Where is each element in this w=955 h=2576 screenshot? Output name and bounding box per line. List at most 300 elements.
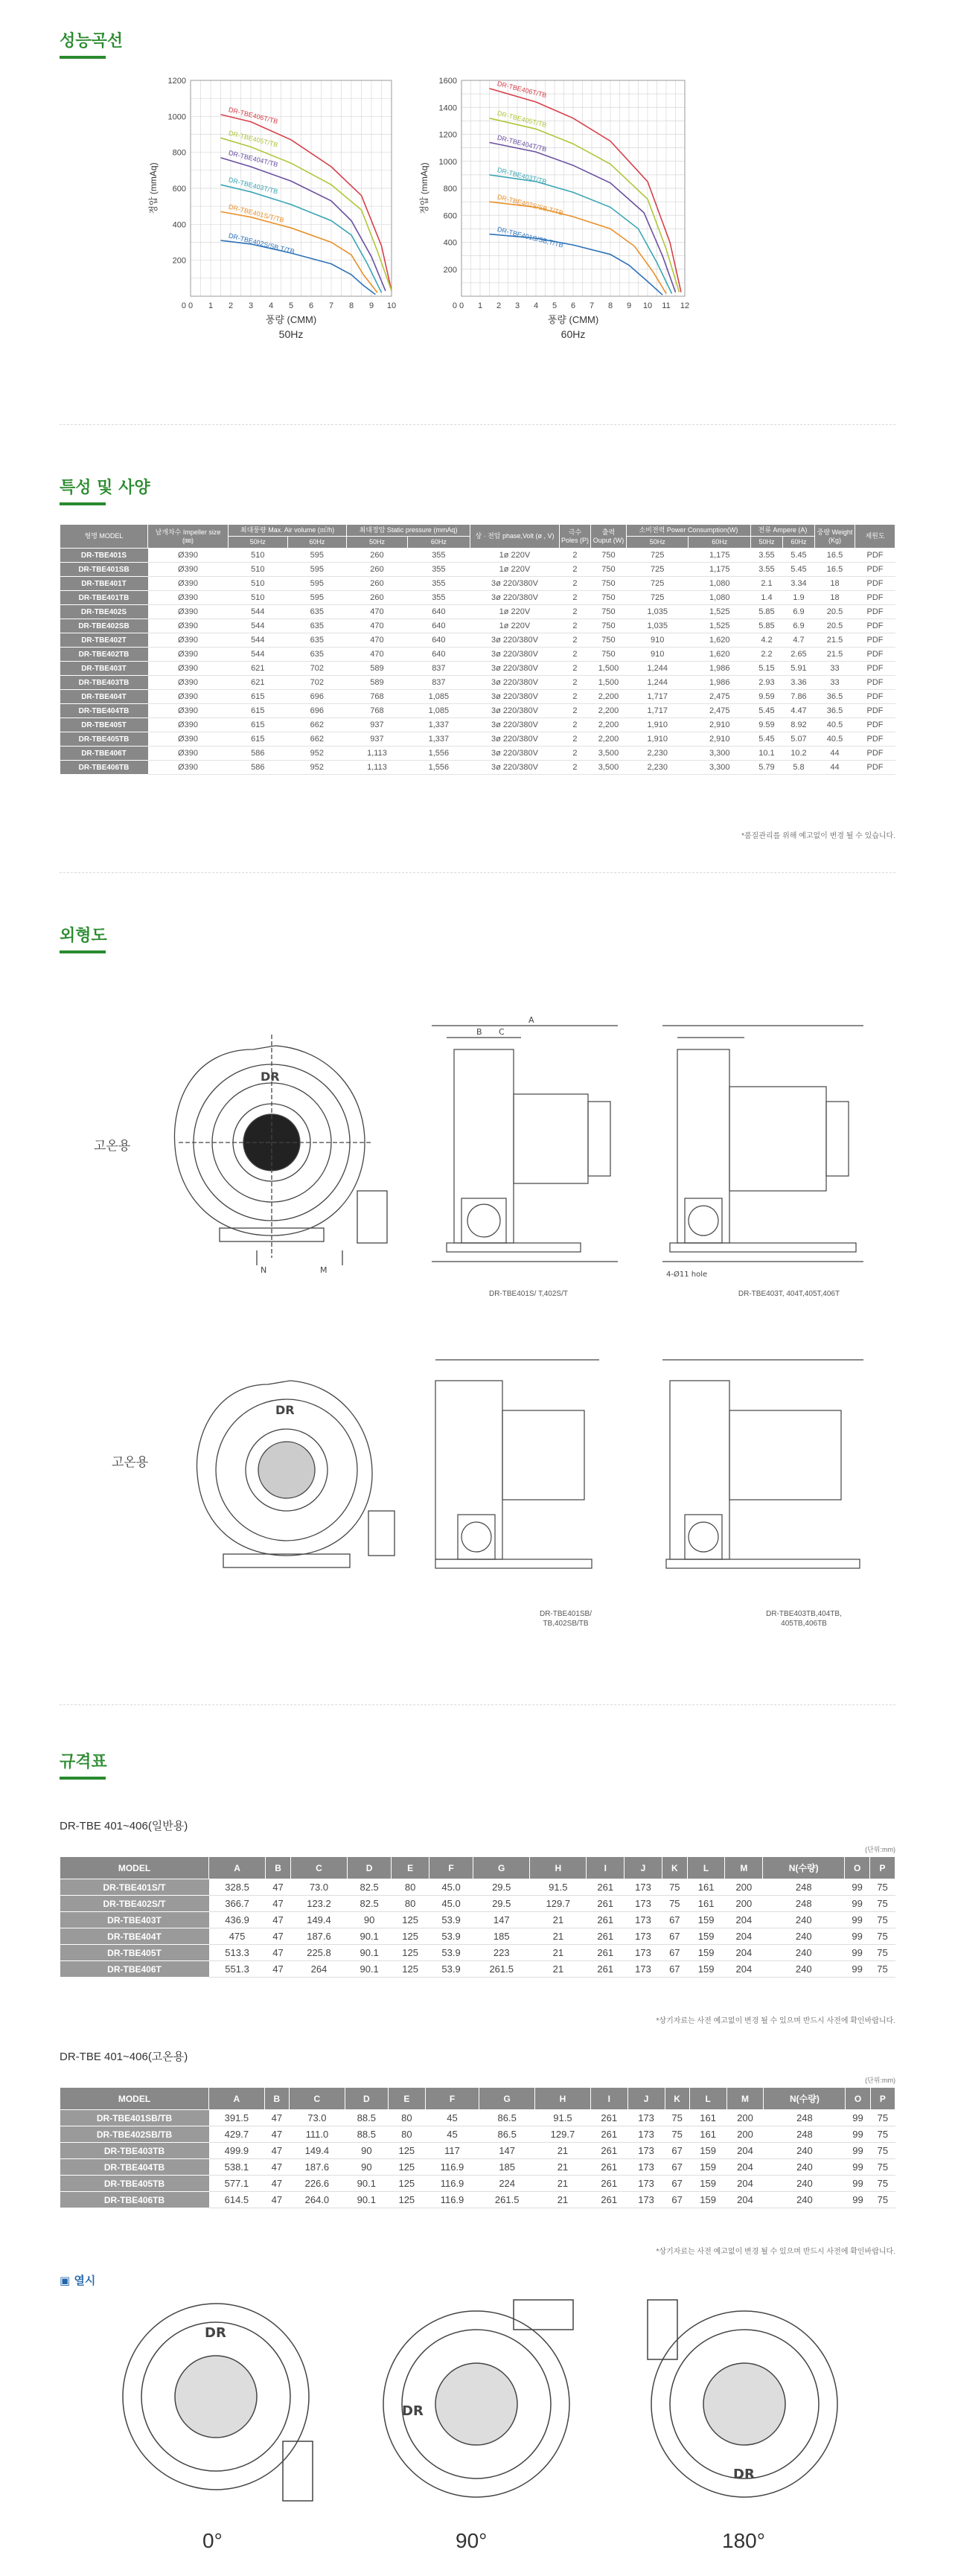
table-cell: 355: [407, 591, 470, 605]
table-cell: 99: [846, 2126, 870, 2143]
table-cell: 1ø 220V: [470, 563, 559, 577]
table-cell: 391.5: [209, 2110, 265, 2126]
model-cell: DR-TBE404T: [60, 1928, 209, 1945]
table-cell: 204: [726, 2192, 764, 2208]
table-cell: 261: [590, 2143, 627, 2159]
column-header: D: [348, 1857, 392, 1879]
table-cell: 2: [559, 704, 590, 718]
series-label: DR-TBE406T/TB: [228, 106, 279, 126]
table-cell: 40.5: [815, 718, 855, 732]
table-cell: 366.7: [209, 1896, 266, 1912]
pdf-link[interactable]: PDF: [855, 577, 895, 591]
table-row: [60, 2176, 895, 2192]
th-50hz: 50Hz: [750, 537, 782, 549]
table-cell: 1,175: [689, 563, 751, 577]
table-cell: 640: [407, 648, 470, 662]
table-cell: 1,080: [689, 577, 751, 591]
install-90-drawing: [357, 2292, 595, 2508]
pdf-link[interactable]: PDF: [855, 662, 895, 676]
table-cell: 615: [229, 704, 288, 718]
column-header: E: [392, 1857, 429, 1879]
x-tick-label: 6: [308, 301, 314, 310]
x-tick-label: 0: [188, 301, 194, 310]
table-cell: 125: [388, 2176, 425, 2192]
table-cell: 204: [725, 1945, 763, 1961]
x-tick-label: 4: [268, 301, 274, 310]
table-cell: 91.5: [530, 1879, 587, 1896]
table-cell: 16.5: [815, 563, 855, 577]
table-cell: 635: [287, 619, 347, 633]
table-cell: 3ø 220/380V: [470, 577, 559, 591]
table-cell: 47: [266, 1912, 291, 1928]
table-cell: 116.9: [425, 2176, 479, 2192]
chart-title: 60Hz: [560, 328, 586, 340]
table-cell: 159: [689, 2192, 726, 2208]
table-cell: 837: [407, 662, 470, 676]
th-impeller: 날개차수 Impeller size (㎜): [148, 525, 229, 549]
table-cell: 725: [626, 591, 689, 605]
model-cell: DR-TBE401TB: [60, 591, 148, 605]
table-cell: 261: [587, 1912, 625, 1928]
table-cell: 44: [815, 747, 855, 761]
label-high: 고온용: [112, 1455, 149, 1470]
series-label: DR-TBE405T/TB: [496, 109, 548, 130]
table-cell: Ø390: [148, 577, 229, 591]
table-row: [60, 2126, 895, 2143]
x-tick-label: 6: [570, 301, 576, 310]
table-cell: 1,525: [689, 619, 751, 633]
th-static: 최대정압 Static pressure (mmAq): [347, 525, 470, 537]
side-view-drawing-4: [655, 1351, 878, 1604]
table-cell: 696: [287, 704, 347, 718]
x-tick-label: 4: [533, 301, 539, 310]
column-header: I: [590, 2088, 627, 2110]
y-tick-label: 400: [172, 220, 186, 230]
table-cell: 750: [590, 563, 626, 577]
table-cell: 2: [559, 549, 590, 563]
table-cell: 40.5: [815, 732, 855, 747]
table-cell: 750: [590, 577, 626, 591]
table-cell: 67: [665, 2192, 689, 2208]
table-cell: 99: [845, 1896, 870, 1912]
table-cell: 6.9: [782, 619, 814, 633]
table-cell: 544: [229, 648, 288, 662]
table-cell: 33: [815, 662, 855, 676]
table-cell: 621: [229, 676, 288, 690]
table-cell: 635: [287, 605, 347, 619]
front-view-drawing-1: [149, 1020, 395, 1280]
series-label: DR-TBE403T/TB: [496, 166, 548, 186]
table-row: [60, 1879, 895, 1896]
table-cell: 116.9: [425, 2159, 479, 2176]
table-cell: 67: [665, 2143, 689, 2159]
table-cell: 47: [266, 1961, 291, 1978]
table-cell: 5.45: [782, 563, 814, 577]
x-tick-label: 8: [348, 301, 354, 310]
spec-note: *품질관리를 위해 예고없이 변경 될 수 있습니다.: [741, 832, 895, 840]
install-180-drawing: [625, 2292, 863, 2508]
table-cell: 662: [287, 732, 347, 747]
table-cell: 21: [530, 1961, 587, 1978]
table-cell: Ø390: [148, 648, 229, 662]
table-row: [60, 732, 895, 747]
table-cell: 1.9: [782, 591, 814, 605]
table-row: [60, 2159, 895, 2176]
table-cell: 1,337: [407, 732, 470, 747]
table-cell: 75: [870, 1961, 895, 1978]
table-cell: 47: [264, 2143, 289, 2159]
table-row: [60, 1928, 895, 1945]
pdf-link[interactable]: PDF: [855, 718, 895, 732]
y-tick-label: 1600: [438, 77, 457, 86]
table-cell: 702: [287, 676, 347, 690]
install-angle-180: 180°: [722, 2529, 765, 2552]
table-cell: 45: [425, 2110, 479, 2126]
table-cell: 91.5: [535, 2110, 591, 2126]
table-cell: 615: [229, 732, 288, 747]
dim-letter-c: C: [499, 1027, 505, 1037]
table-cell: 185: [479, 2159, 535, 2176]
x-tick-label: 0: [459, 301, 464, 310]
table-cell: 16.5: [815, 549, 855, 563]
table-cell: 99: [846, 2159, 870, 2176]
table-cell: 1,717: [626, 690, 689, 704]
table-cell: 3ø 220/380V: [470, 732, 559, 747]
chart-title: 50Hz: [278, 328, 304, 340]
table-cell: 204: [726, 2143, 764, 2159]
table-cell: 355: [407, 563, 470, 577]
table-cell: 248: [764, 2126, 846, 2143]
table-cell: 952: [287, 761, 347, 775]
table-cell: 9.59: [750, 718, 782, 732]
table-cell: 36.5: [815, 704, 855, 718]
model-cell: DR-TBE406T: [60, 747, 148, 761]
series-label: DR-TBE402S/SB,T/TB: [228, 231, 296, 256]
table-cell: 47: [264, 2110, 289, 2126]
x-tick-label: 7: [328, 301, 334, 310]
column-header: H: [535, 2088, 591, 2110]
table-cell: 90: [345, 2159, 388, 2176]
table-cell: 47: [266, 1928, 291, 1945]
section-title-performance: 성능곡선: [60, 28, 123, 59]
column-header: C: [290, 1857, 347, 1879]
table-cell: 240: [764, 2176, 846, 2192]
x-axis-label: 풍량 (CMM): [265, 314, 317, 325]
table-cell: 33: [815, 676, 855, 690]
pdf-link[interactable]: PDF: [855, 619, 895, 633]
table-cell: 614.5: [209, 2192, 265, 2208]
table-cell: 3ø 220/380V: [470, 648, 559, 662]
pdf-link[interactable]: PDF: [855, 676, 895, 690]
brand-mark: DR: [275, 1403, 295, 1417]
table-cell: 3,500: [590, 761, 626, 775]
y-tick-label: 200: [443, 265, 457, 275]
table-cell: 18: [815, 577, 855, 591]
table-cell: 204: [725, 1928, 763, 1945]
table-cell: 8.92: [782, 718, 814, 732]
table-cell: 2,475: [689, 704, 751, 718]
table-cell: 248: [763, 1896, 845, 1912]
x-tick-label: 5: [552, 301, 558, 310]
table-cell: 75: [870, 2192, 895, 2208]
table-row: [60, 704, 895, 718]
chart-50hz: [146, 73, 414, 371]
table-cell: 510: [229, 577, 288, 591]
table-cell: 125: [392, 1928, 429, 1945]
table-cell: 2: [559, 577, 590, 591]
table-cell: 90.1: [348, 1928, 392, 1945]
table-cell: 173: [627, 2126, 665, 2143]
table-cell: Ø390: [148, 591, 229, 605]
table-cell: 173: [625, 1879, 662, 1896]
table-cell: 2,200: [590, 732, 626, 747]
table-cell: 5.91: [782, 662, 814, 676]
table-cell: 261: [590, 2192, 627, 2208]
model-cell: DR-TBE406TB: [60, 761, 148, 775]
x-tick-label: 3: [514, 301, 520, 310]
model-cell: DR-TBE402T: [60, 633, 148, 648]
table-cell: 111.0: [290, 2126, 345, 2143]
y-tick-label: 200: [172, 256, 186, 266]
table-cell: 173: [627, 2110, 665, 2126]
table-row: [60, 718, 895, 732]
pdf-link[interactable]: PDF: [855, 605, 895, 619]
table-cell: 90.1: [348, 1945, 392, 1961]
model-cell: DR-TBE401T: [60, 577, 148, 591]
pdf-link[interactable]: PDF: [855, 761, 895, 775]
table-row: [60, 2143, 895, 2159]
dim-high-unit: (단위:mm): [865, 2077, 895, 2084]
dim-letter-m: M: [320, 1265, 328, 1275]
th-50hz: 50Hz: [229, 537, 288, 549]
table-cell: 768: [347, 704, 408, 718]
table-cell: 73.0: [290, 2110, 345, 2126]
pdf-link[interactable]: PDF: [855, 549, 895, 563]
column-header: B: [264, 2088, 289, 2110]
pdf-link[interactable]: PDF: [855, 648, 895, 662]
column-header: I: [587, 1857, 625, 1879]
table-cell: 82.5: [348, 1896, 392, 1912]
table-cell: 248: [763, 1879, 845, 1896]
table-cell: 159: [687, 1928, 725, 1945]
series-label: DR-TBE406T/TB: [496, 80, 548, 100]
model-cell: DR-TBE401SB/TB: [60, 2110, 209, 2126]
table-cell: 261: [590, 2159, 627, 2176]
column-header: F: [425, 2088, 479, 2110]
table-cell: 67: [665, 2159, 689, 2176]
table-cell: 75: [870, 1912, 895, 1928]
table-cell: 67: [665, 2176, 689, 2192]
table-cell: 75: [870, 2176, 895, 2192]
table-cell: 86.5: [479, 2110, 535, 2126]
x-tick-label: 1: [477, 301, 483, 310]
table-row: [60, 2192, 895, 2208]
table-cell: 261: [590, 2110, 627, 2126]
pdf-link[interactable]: PDF: [855, 563, 895, 577]
pdf-link[interactable]: PDF: [855, 747, 895, 761]
model-cell: DR-TBE402TB: [60, 648, 148, 662]
th-50hz: 50Hz: [626, 537, 689, 549]
divider: [60, 424, 895, 425]
table-cell: 510: [229, 591, 288, 605]
table-cell: 4.47: [782, 704, 814, 718]
table-cell: 3ø 220/380V: [470, 591, 559, 605]
table-cell: Ø390: [148, 549, 229, 563]
table-cell: 264: [290, 1961, 347, 1978]
pdf-link[interactable]: PDF: [855, 633, 895, 648]
y-tick-label: 1000: [438, 157, 457, 167]
dim-general-note: *상기자료는 사전 예고없이 변경 될 수 있으며 반드시 사전에 확인바랍니다.: [656, 2017, 895, 2025]
table-cell: 2,475: [689, 690, 751, 704]
table-cell: 204: [725, 1961, 763, 1978]
table-cell: 3,500: [590, 747, 626, 761]
table-cell: 1,620: [689, 648, 751, 662]
table-cell: 5.45: [750, 732, 782, 747]
origin-label: 0: [181, 301, 186, 310]
x-tick-label: 2: [496, 301, 502, 310]
table-cell: 10.2: [782, 747, 814, 761]
pdf-link[interactable]: PDF: [855, 732, 895, 747]
column-header: G: [473, 1857, 530, 1879]
table-cell: 173: [625, 1896, 662, 1912]
table-cell: 75: [870, 1945, 895, 1961]
table-cell: 260: [347, 591, 408, 605]
table-cell: 73.0: [290, 1879, 347, 1896]
table-cell: 1,085: [407, 704, 470, 718]
table-cell: 2: [559, 662, 590, 676]
table-cell: 159: [687, 1961, 725, 1978]
table-cell: Ø390: [148, 676, 229, 690]
series-label: DR-TBE404T/TB: [496, 133, 548, 153]
table-cell: 47: [264, 2176, 289, 2192]
table-row: [60, 633, 895, 648]
table-cell: 99: [846, 2176, 870, 2192]
table-cell: 2.2: [750, 648, 782, 662]
y-tick-label: 800: [443, 185, 457, 194]
table-cell: 768: [347, 690, 408, 704]
table-cell: 1,525: [689, 605, 751, 619]
table-cell: 225.8: [290, 1945, 347, 1961]
table-cell: 88.5: [345, 2110, 388, 2126]
table-cell: 2: [559, 648, 590, 662]
table-cell: 6.9: [782, 605, 814, 619]
pdf-link[interactable]: PDF: [855, 704, 895, 718]
table-cell: 21: [530, 1945, 587, 1961]
divider: [60, 872, 895, 873]
table-cell: 123.2: [290, 1896, 347, 1912]
table-cell: 750: [590, 619, 626, 633]
table-cell: 99: [846, 2192, 870, 2208]
table-cell: 125: [388, 2192, 425, 2208]
table-cell: 2,910: [689, 718, 751, 732]
table-cell: 125: [392, 1945, 429, 1961]
table-cell: 640: [407, 633, 470, 648]
pdf-link[interactable]: PDF: [855, 591, 895, 605]
model-cell: DR-TBE405T: [60, 718, 148, 732]
install-angle-0: 0°: [202, 2529, 223, 2552]
series-line-4: [221, 211, 378, 293]
table-cell: Ø390: [148, 704, 229, 718]
table-cell: 75: [870, 2126, 895, 2143]
table-row: [60, 1961, 895, 1978]
table-cell: 53.9: [429, 1945, 473, 1961]
column-header: L: [687, 1857, 725, 1879]
table-cell: 7.86: [782, 690, 814, 704]
table-cell: 3ø 220/380V: [470, 662, 559, 676]
table-cell: 129.7: [530, 1896, 587, 1912]
table-cell: 2.1: [750, 577, 782, 591]
side-view-drawing-1: [417, 1012, 640, 1288]
pdf-link[interactable]: PDF: [855, 690, 895, 704]
table-cell: 2: [559, 619, 590, 633]
table-cell: 2: [559, 690, 590, 704]
table-row: [60, 690, 895, 704]
table-cell: 67: [662, 1928, 687, 1945]
table-cell: 200: [725, 1896, 763, 1912]
table-cell: 173: [627, 2192, 665, 2208]
table-cell: 21: [535, 2192, 591, 2208]
y-tick-label: 1200: [438, 130, 457, 140]
column-header: M: [725, 1857, 763, 1879]
table-cell: 47: [264, 2192, 289, 2208]
table-cell: 187.6: [290, 2159, 345, 2176]
column-header: J: [627, 2088, 665, 2110]
th-60hz: 60Hz: [689, 537, 751, 549]
table-row: [60, 662, 895, 676]
chart-60hz: [417, 73, 707, 371]
table-cell: 4.7: [782, 633, 814, 648]
column-header: MODEL: [60, 2088, 209, 2110]
table-cell: 586: [229, 761, 288, 775]
table-row: [60, 563, 895, 577]
column-header: P: [870, 2088, 895, 2110]
th-air-volume: 최대풍량 Max. Air volume (㎥/h): [229, 525, 347, 537]
table-cell: 595: [287, 577, 347, 591]
table-cell: 3.55: [750, 563, 782, 577]
table-cell: 725: [626, 577, 689, 591]
table-cell: 45.0: [429, 1896, 473, 1912]
table-cell: 75: [662, 1879, 687, 1896]
caption-4: DR-TBE403TB,404TB, 405TB,406TB: [766, 1610, 842, 1628]
column-header: F: [429, 1857, 473, 1879]
th-drawing: 제원도: [855, 525, 895, 549]
table-cell: 3,300: [689, 761, 751, 775]
y-tick-label: 1200: [167, 77, 186, 86]
table-cell: 750: [590, 633, 626, 648]
table-cell: 200: [726, 2126, 764, 2143]
table-cell: 3,300: [689, 747, 751, 761]
table-cell: 149.4: [290, 2143, 345, 2159]
th-ampere: 전류 Ampere (A): [750, 525, 814, 537]
y-tick-label: 800: [172, 148, 186, 158]
column-header: C: [290, 2088, 345, 2110]
origin-label: 0: [452, 301, 457, 310]
table-cell: 173: [627, 2143, 665, 2159]
dim-letter-n: N: [261, 1265, 267, 1275]
th-60hz: 60Hz: [407, 537, 470, 549]
table-cell: 3ø 220/380V: [470, 690, 559, 704]
table-cell: 725: [626, 563, 689, 577]
table-cell: 538.1: [209, 2159, 265, 2176]
table-cell: Ø390: [148, 732, 229, 747]
table-cell: 90: [348, 1912, 392, 1928]
table-cell: 75: [665, 2110, 689, 2126]
table-cell: 75: [662, 1896, 687, 1912]
table-cell: 1,244: [626, 662, 689, 676]
table-cell: 615: [229, 718, 288, 732]
table-cell: 3.55: [750, 549, 782, 563]
table-cell: 1,910: [626, 718, 689, 732]
